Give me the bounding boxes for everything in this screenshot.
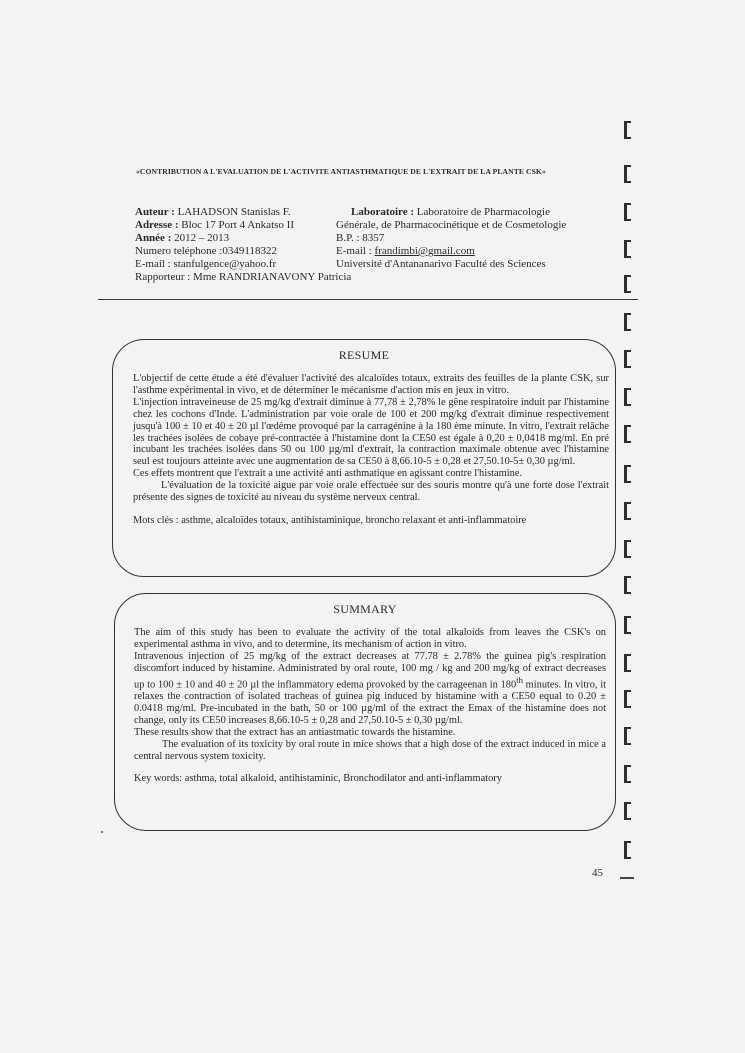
document-title: «CONTRIBUTION A L'EVALUATION DE L'ACTIVITE ANTIASTHMATIQUE DE L'EXTRAIT DE LA PLANTE CSK» [136, 167, 546, 176]
binding-bracket [624, 425, 631, 443]
university-line: Université d'Antananarivo Faculté des Sciences [336, 258, 546, 270]
binding-bracket [624, 313, 631, 331]
rapporteur-line: Rapporteur : Mme RANDRIANAVONY Patricia [135, 271, 352, 283]
binding-bracket [624, 690, 631, 708]
resume-paragraph: Ces effets montrent que l'extrait a une activité anti asthmatique en agissant contre l'histamine. [133, 468, 523, 480]
binding-bracket [624, 465, 631, 483]
header-divider [98, 299, 638, 300]
resume-paragraph: L'injection intraveineuse de 25 mg/kg d'extrait diminue à 77,78 ± 2,78% le gêne respiratoire induit par l'histamine chez les cochons d'Inde. L'administration par voie orale de 100 et 200 mg/kg d'extrait diminue respectivement jusqu'à 100 ± 10 et 40 ± 20 µl l'œdème provoqué par la carragénine à la 180 ème minute. In vitro, l'extrait relâche les trachées isolées de cobaye pré-contractée à l'histamine dont la CE50 est égale à 0,20 ± 0,0418 mg/ml. En pré incubant les trachées isolées dans 50 ou 100 µg/ml d'extrait, la contraction maximale obtenue avec l'histamine seul est toujours atteinte avec une augmentation de sa CE50 à 8,66.10-5 ± 0,28 et 27,50.10-5± 0,30 µg/ml. [133, 396, 609, 468]
binding-bracket [624, 388, 631, 406]
binding-bracket [624, 275, 631, 293]
resume-body [133, 373, 609, 527]
binding-bracket [624, 616, 631, 634]
lab-email-link[interactable]: frandimbi@gmail.com [374, 245, 475, 257]
page-number: 45 [592, 867, 603, 879]
summary-paragraph: Intravenous injection of 25 mg/kg of the extract decreases at 77.78 ± 2.78% the guinea pig's respiration discomfort induced by histamine. Administrated by oral route, 100 mg / kg and 200 mg/kg of extract decreases up to 100 ± 10 and 40 ± 20 µl the inflammatory edema provoked by the carrageenan in 180th minutes. In vitro, it relaxes the contraction of isolated tracheas of guinea pig induced by histamine with a CE50 equal to 0.20 ± 0.0418 mg/ml. Pre-incubated in the bath, 50 or 100 µg/ml of the extract the Emax of the histamine does not change, only its CE50 increases 8,66.10-5 ± 0,28 and 27,50.10-5 ± 0,30 µg/ml. [134, 650, 606, 726]
binding-bracket [624, 765, 631, 783]
year-line: Année : 2012 – 2013 [135, 232, 230, 244]
binding-bracket [624, 203, 631, 221]
author-info [135, 206, 351, 284]
bp-line: B.P. : 8357 [336, 232, 385, 244]
phone-line: Numero teléphone :0349118322 [135, 245, 277, 257]
summary-keywords: Key words: asthma, total alkaloid, antihistaminic, Bronchodilator and anti-inflammatory [134, 773, 502, 785]
resume-box [112, 339, 616, 577]
resume-paragraph: L'évaluation de la toxicité aigue par voie orale effectuée sur des souris montre qu'à une forte dose l'extrait présente des signes de toxicité au niveau du système nerveux central. [133, 480, 609, 504]
resume-heading: RESUME [338, 348, 390, 362]
binding-bracket [624, 576, 631, 594]
lab-line-2: Générale, de Pharmacocinétique et de Cosmetologie [336, 219, 567, 231]
author-email-line: E-mail : stanfulgence@yahoo.fr [135, 258, 277, 270]
binding-bracket [624, 841, 631, 859]
binding-bracket [624, 727, 631, 745]
lab-email-line: E-mail : frandimbi@gmail.com [336, 245, 475, 257]
resume-paragraph: L'objectif de cette étude a été d'évaluer l'activité des alcaloïdes totaux, extraits des feuilles de la plante CSK, sur l'asthme expérimental in vivo, et de déterminer le mécanisme d'action mis en jeux in vitro. [133, 373, 609, 396]
summary-paragraph: The evaluation of its toxicity by oral route in mice shows that a high dose of the extract induced in mice a central nervous system toxicity. [134, 738, 606, 762]
binding-bracket [624, 240, 631, 258]
binding-bracket [624, 165, 631, 183]
binding-bracket [624, 121, 631, 139]
summary-heading: SUMMARY [333, 602, 397, 616]
lab-line: Laboratoire : Laboratoire de Pharmacologie [351, 206, 550, 218]
scan-speck [101, 831, 103, 833]
summary-box [114, 593, 616, 831]
summary-paragraph: These results show that the extract has an antiastmatic towards the histamine. [134, 726, 456, 738]
summary-body [134, 627, 606, 785]
author-line: Auteur : LAHADSON Stanislas F. [135, 206, 291, 218]
binding-bracket [624, 654, 631, 672]
binding-bracket [624, 540, 631, 558]
margin-mark [620, 877, 634, 879]
summary-paragraph: The aim of this study has been to evaluate the activity of the total alkaloids from leaves the CSK's on experimental asthma in vivo, and to determine, its mechanism of action in vitro. [134, 627, 606, 650]
lab-info [336, 206, 566, 271]
resume-keywords: Mots clés : asthme, alcaloïdes totaux, antihistaminique, broncho relaxant et anti-inflammatoire [133, 514, 527, 526]
binding-bracket [624, 350, 631, 368]
binding-bracket [624, 802, 631, 820]
address-line: Adresse : Bloc 17 Port 4 Ankatso II [135, 219, 294, 231]
binding-bracket [624, 502, 631, 520]
